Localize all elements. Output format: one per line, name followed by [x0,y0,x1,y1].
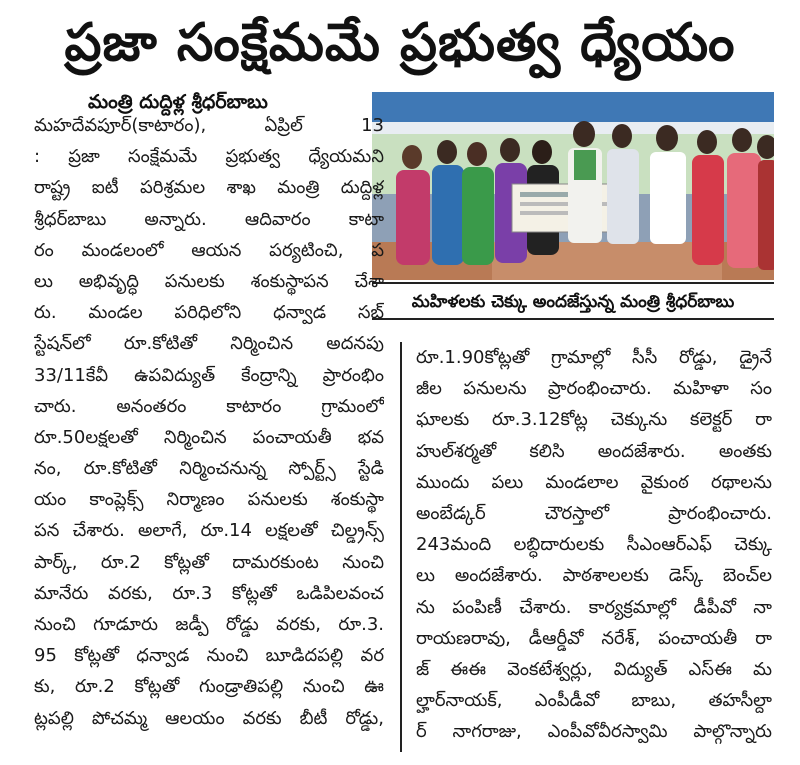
article-line: నుంచి గూడూరు జడ్పీ రోడ్డు వరకు, రూ.3. [34,614,384,635]
byline: మంత్రి దుద్దిళ్ల శ్రీధర్‌బాబు [88,91,268,113]
article-column-2 [416,342,772,747]
article-line: మహదేవపూర్(కాటారం), ఏప్రిల్ 13 [34,115,384,136]
article-line: స్టేషన్‌లో రూ.కోటితో నిర్మించిన అదనపు [34,333,384,355]
article-column-1 [34,110,384,734]
news-photo [372,92,774,280]
headline: ప్రజా సంక్షేమమే ప్రభుత్వ ధ్యేయం [64,13,736,73]
article-line: రూ.50లక్షలతో నిర్మించిన పంచాయతీ భవ [34,426,384,448]
article-line: 243మంది లబ్ధిదారులకు సీఎంఆర్ఎఫ్ చెక్కు [416,534,772,556]
column-divider [400,342,402,752]
article-line: : ప్రజా సంక్షేమమే ప్రభుత్వ ధ్యేయమని [34,146,384,168]
article-line: యం కాంప్లెక్స్ నిర్మాణం పనులకు శంకుస్థా [34,489,384,511]
article-line: ను పంపిణీ చేశారు. కార్యక్రమాల్లో డీపీవో నా [416,596,772,618]
article-line: జ్ ఈఈ వెంకటేశ్వర్లు, విద్యుత్ ఎస్ఈ మ [416,658,772,680]
caption-rule [372,282,774,284]
article-line: ల్హార్‌నాయక్, ఎంపీడీవో బాబు, తహసీల్దా [416,690,772,712]
article-line: చారు. అనంతరం కాటారం గ్రామంలో [34,395,384,417]
article-line: రు. మండల పరిధిలోని ధన్వాడ సబ్ [34,302,384,324]
article-line: రాయణరావు, డీఆర్డీవో నరేశ్, పంచాయతీ రా [416,627,772,649]
article-line: శ్రీధర్‌బాబు అన్నారు. ఆదివారం కాటా [34,208,384,230]
article-line: పన చేశారు. అలాగే, రూ.14 లక్షలతో చిల్డ్రన్స్ [34,520,384,542]
photo-caption: మహిళలకు చెక్కు అందజేస్తున్న మంత్రి శ్రీధర్‌బాబు [411,292,735,312]
article-line: రాష్ట్ర ఐటీ పరిశ్రమల శాఖ మంత్రి దుద్దిళ్ల [34,177,384,199]
article-line: ట్లపల్లి పోచమ్మ ఆలయం వరకు బీటీ రోడ్డు, [34,707,384,729]
article-line: లు అందజేశారు. పాఠశాలలకు డెస్క్ బెంచ్‌ల [416,565,772,587]
article-line: కు, రూ.2 కోట్లతో గుండ్రాతిపల్లి నుంచి ఊ [34,676,384,698]
article-line: లు అభివృద్ధి పనులకు శంకుస్థాపన చేశా [34,270,384,292]
article-line: రూ.1.90కోట్లతో గ్రామాల్లో సీసీ రోడ్డు, డ్రైనే [416,347,772,368]
article-line: మానేరు వరకు, రూ.3 కోట్లతో ఒడిపిలవంచ [34,582,384,604]
article-line: రం మండలంలో ఆయన పర్యటించి, ప [34,239,384,261]
article-line: పార్క్, రూ.2 కోట్లతో దామరకుంట నుంచి [34,551,384,573]
article-line: 95 కోట్లతో ధన్వాడ నుంచి బూడిదపల్లి వర [34,645,384,667]
caption-bottom-rule [372,318,774,320]
photo-illustration [372,92,774,280]
article-line: అంబేడ్కర్ చౌరస్తాలో ప్రారంభించారు. [416,502,772,524]
article-line: హుల్‌శర్మతో కలిసి అందజేశారు. అంతకు [416,440,772,462]
article-line: ర్ నాగరాజు, ఎంపీవోవీరస్వామి పాల్గొన్నారు [416,721,772,743]
article-line: జీల పనులను ప్రారంభించారు. మహిళా సం [416,378,772,400]
article-line: నం, రూ.కోటితో నిర్మించనున్న స్పోర్ట్స్ స్టేడి [34,458,384,480]
article-line: ముందు పలు మండలాల వైకుంఠ రథాలను [416,471,772,493]
article-line: 33/11కేవీ ఉపవిద్యుత్ కేంద్రాన్ని ప్రారంభిం [34,364,384,386]
article-line: ఘాలకు రూ.3.12కోట్ల చెక్కును కలెక్టర్ రా [416,409,772,431]
